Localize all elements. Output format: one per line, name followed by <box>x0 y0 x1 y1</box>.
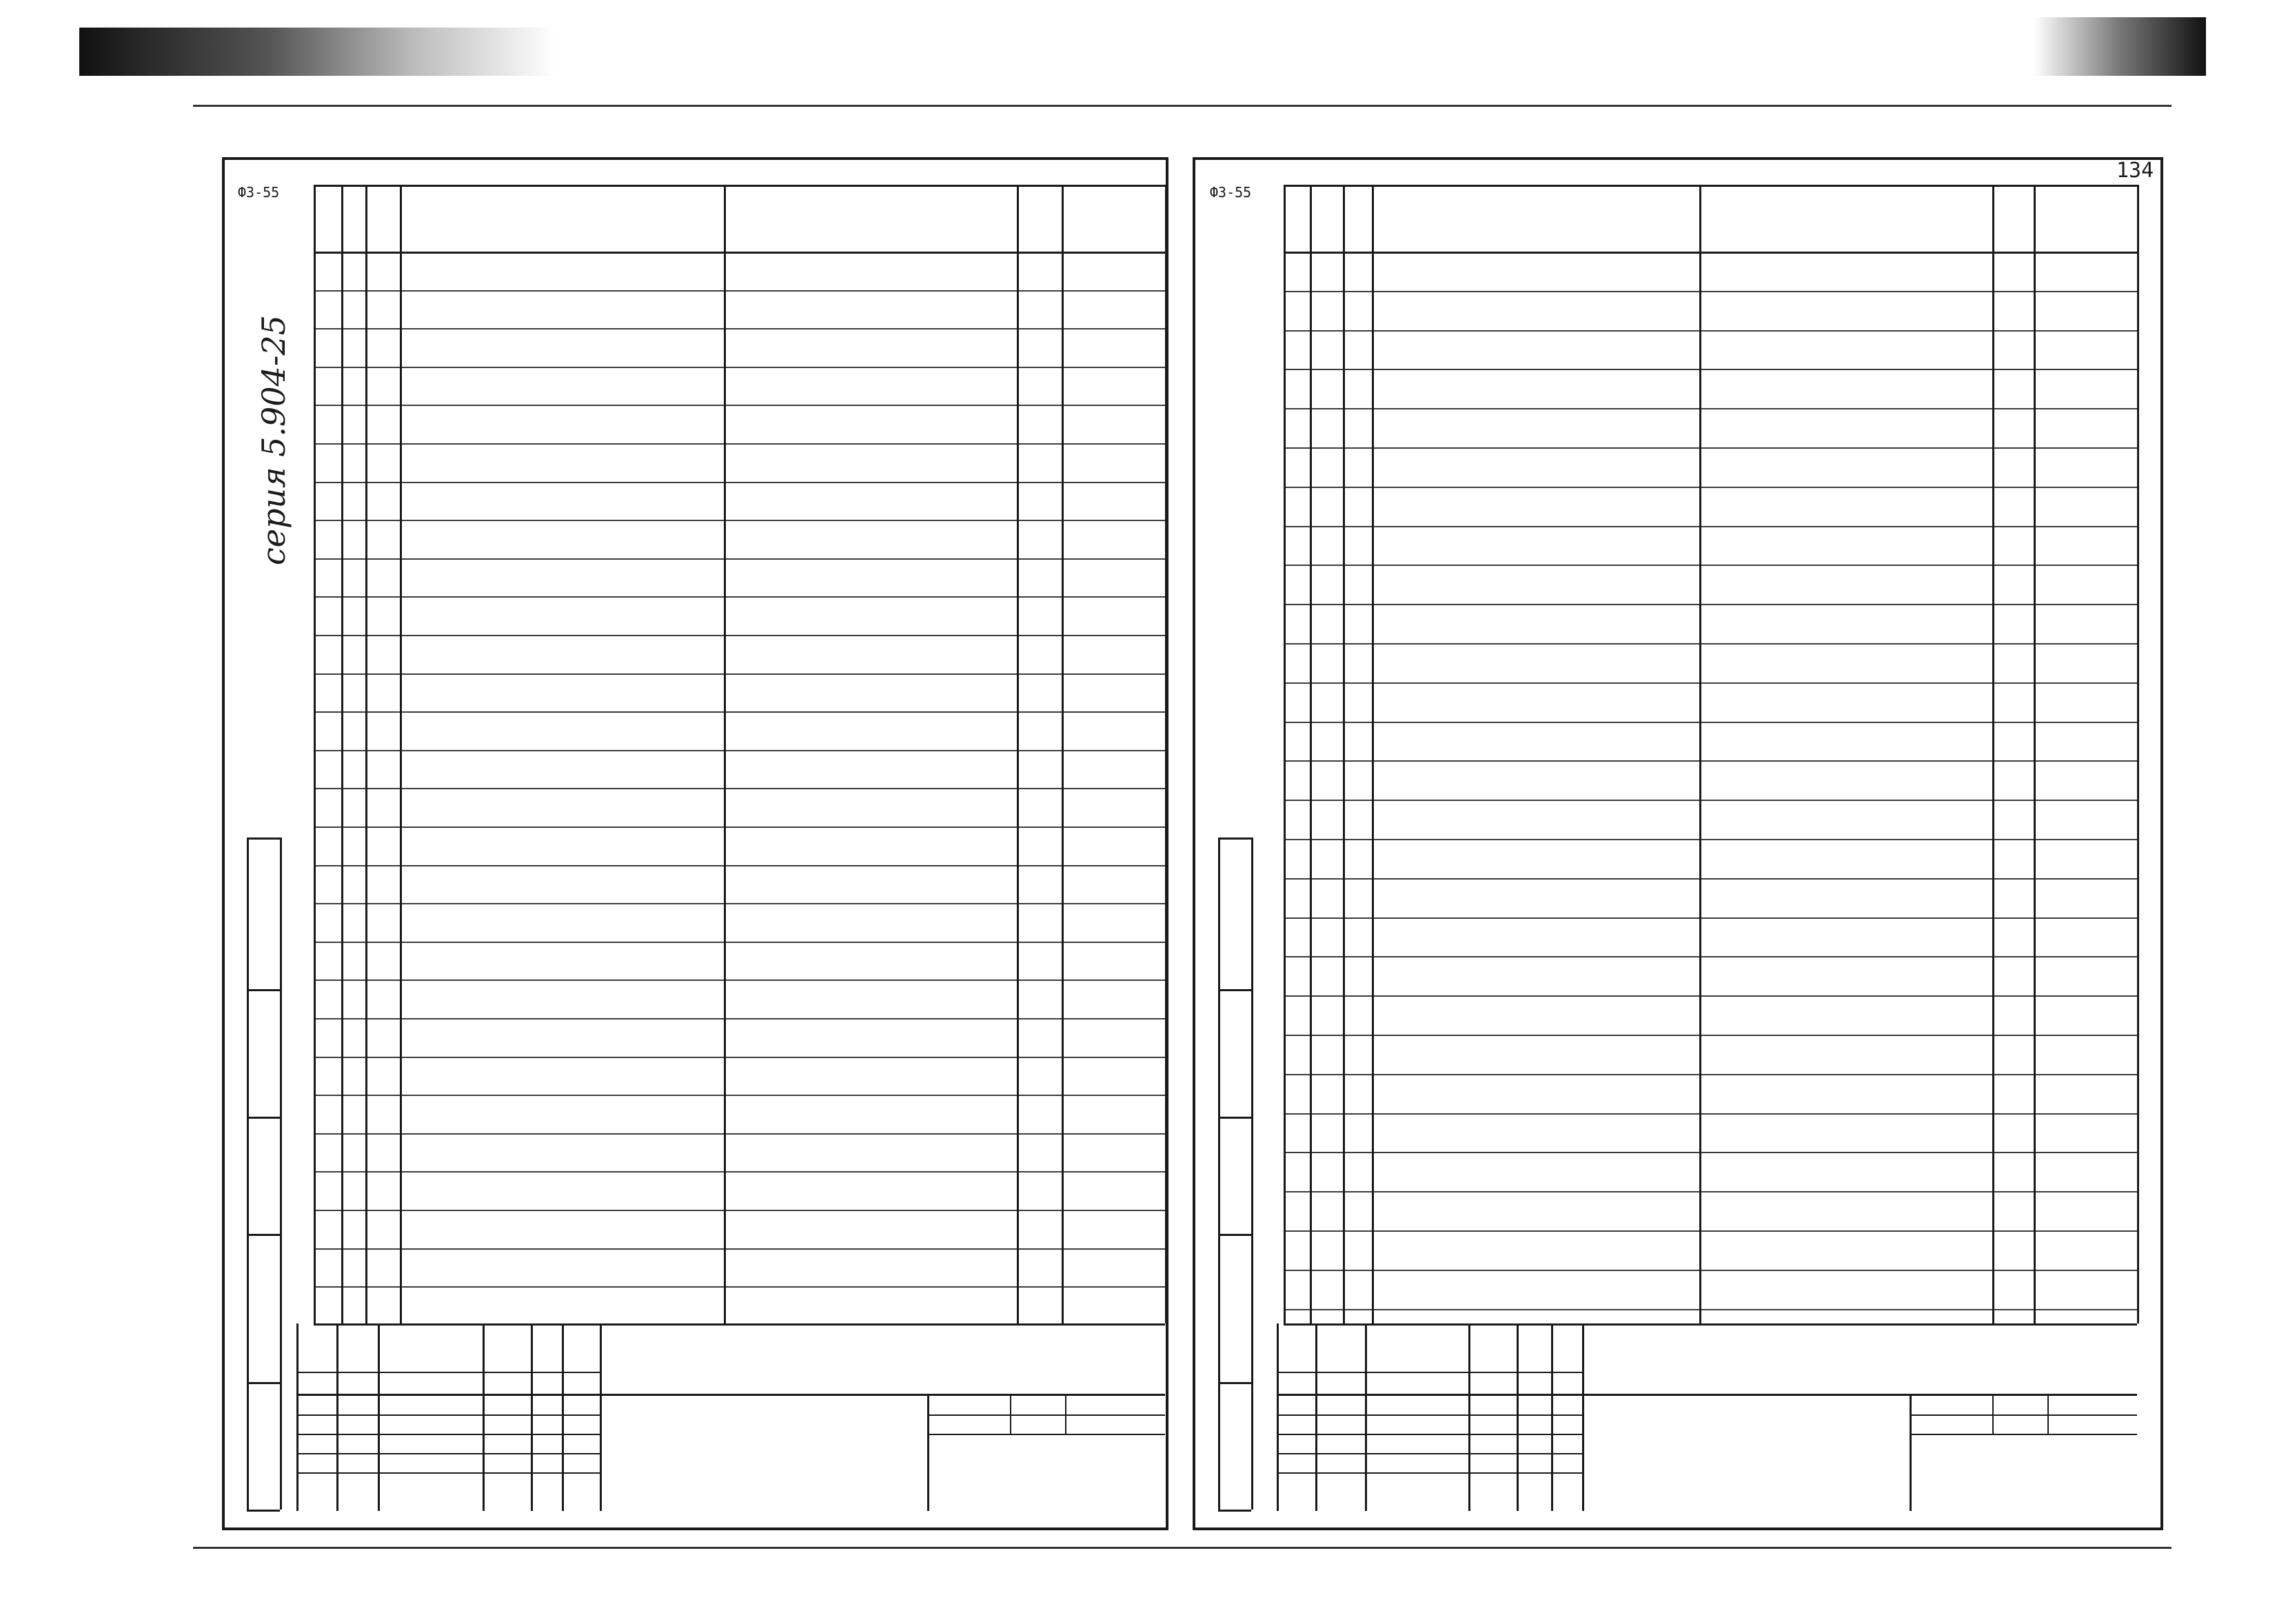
title-block-col <box>1277 1323 1279 1511</box>
table-bottom-rule <box>314 1323 1165 1326</box>
row-rule <box>314 1248 1165 1250</box>
column-rule <box>724 185 726 1323</box>
header-top-rule <box>1284 185 2137 187</box>
row-rule <box>1284 760 2137 762</box>
title-block-col <box>1315 1323 1317 1511</box>
row-rule <box>314 405 1165 406</box>
side-strip-divider <box>1218 1382 1251 1384</box>
column-rule <box>1062 185 1064 1323</box>
row-rule <box>314 826 1165 828</box>
title-block-col <box>296 1323 298 1511</box>
title-block-rule <box>296 1394 600 1396</box>
row-rule <box>1284 369 2137 370</box>
row-rule <box>314 367 1165 368</box>
row-rule <box>314 1133 1165 1135</box>
title-block-col <box>1910 1394 1912 1511</box>
side-strip-divider <box>247 1382 280 1384</box>
side-strip-divider <box>247 1510 280 1512</box>
column-rule <box>1017 185 1019 1323</box>
row-rule <box>1284 839 2137 840</box>
title-block-col <box>1065 1394 1066 1434</box>
row-rule <box>1284 291 2137 292</box>
row-rule <box>314 903 1165 904</box>
row-rule <box>1284 917 2137 919</box>
column-rule <box>365 185 367 1323</box>
title-block-col <box>1365 1323 1367 1511</box>
bottom-rule <box>193 1547 2171 1549</box>
title-block-rule <box>296 1434 600 1435</box>
row-rule <box>1284 526 2137 527</box>
title-block-rule <box>1277 1434 1582 1435</box>
title-block-col <box>1551 1323 1553 1511</box>
title-block-col <box>378 1323 380 1511</box>
title-block-col <box>1468 1323 1470 1511</box>
side-strip-rule <box>1251 838 1253 1510</box>
series-label: серия 5.904-25 <box>255 315 292 565</box>
row-rule <box>314 635 1165 636</box>
title-block-col <box>600 1323 602 1511</box>
row-rule <box>314 328 1165 329</box>
scan-edge-left <box>79 28 555 76</box>
row-rule <box>1284 722 2137 723</box>
side-strip-divider <box>1218 989 1251 991</box>
column-rule <box>2137 185 2139 1323</box>
row-rule <box>1284 1113 2137 1115</box>
side-strip-divider <box>1218 1234 1251 1236</box>
side-strip-divider <box>247 1234 280 1236</box>
row-rule <box>314 1095 1165 1096</box>
header-top-rule <box>314 185 1165 187</box>
title-block-rule <box>296 1453 600 1454</box>
row-rule <box>1284 1191 2137 1192</box>
row-rule <box>314 1171 1165 1173</box>
side-strip-rule <box>1218 838 1220 1510</box>
row-rule <box>314 443 1165 445</box>
title-block-rule <box>296 1414 600 1416</box>
row-rule <box>1284 956 2137 957</box>
row-rule <box>1284 878 2137 880</box>
title-block-col <box>927 1394 929 1511</box>
row-rule <box>314 1286 1165 1288</box>
table-bottom-rule <box>1284 1323 2137 1326</box>
row-rule <box>1284 1270 2137 1271</box>
side-strip-divider <box>1218 838 1251 840</box>
column-rule <box>341 185 343 1323</box>
row-rule <box>1284 330 2137 332</box>
header-bottom-rule <box>314 252 1165 254</box>
title-block-rule <box>1582 1394 2137 1396</box>
row-rule <box>1284 800 2137 801</box>
side-strip-divider <box>247 989 280 991</box>
right-form-code: Ф3-55 <box>1210 184 1252 201</box>
page-number: 134 <box>2116 159 2154 183</box>
row-rule <box>314 482 1165 483</box>
header-bottom-rule <box>1284 252 2137 254</box>
row-rule <box>314 673 1165 675</box>
side-strip-divider <box>1218 1510 1251 1512</box>
title-block-col <box>2047 1394 2049 1434</box>
row-rule <box>1284 995 2137 997</box>
side-strip-divider <box>247 838 280 840</box>
title-block-col <box>1010 1394 1011 1434</box>
row-rule <box>314 290 1165 292</box>
title-block-rule <box>1277 1414 1582 1416</box>
title-block-col <box>1992 1394 1994 1434</box>
title-block-rule <box>1277 1394 1582 1396</box>
title-block-rule <box>927 1414 1165 1416</box>
title-block-rule <box>1277 1372 1582 1373</box>
row-rule <box>314 750 1165 751</box>
side-strip-rule <box>247 838 249 1510</box>
row-rule <box>1284 1074 2137 1075</box>
side-strip-divider <box>1218 1117 1251 1119</box>
row-rule <box>1284 1035 2137 1036</box>
title-block-col <box>562 1323 564 1511</box>
row-rule <box>314 711 1165 713</box>
row-rule <box>1284 643 2137 644</box>
row-rule <box>314 980 1165 981</box>
row-rule <box>314 865 1165 866</box>
column-rule <box>314 185 316 1323</box>
title-block-col <box>483 1323 485 1511</box>
column-rule <box>400 185 402 1323</box>
left-form-code: Ф3-55 <box>238 184 280 201</box>
row-rule <box>314 788 1165 789</box>
row-rule <box>314 942 1165 943</box>
row-rule <box>314 596 1165 598</box>
row-rule <box>314 1057 1165 1058</box>
scan-edge-right <box>2034 17 2206 76</box>
row-rule <box>1284 487 2137 488</box>
row-rule <box>314 1210 1165 1211</box>
row-rule <box>314 520 1165 521</box>
title-block-col <box>336 1323 338 1511</box>
top-rule <box>193 105 2171 107</box>
row-rule <box>1284 447 2137 449</box>
title-block-col <box>531 1323 533 1511</box>
row-rule <box>314 558 1165 560</box>
row-rule <box>1284 1309 2137 1310</box>
side-strip-divider <box>247 1117 280 1119</box>
title-block-rule <box>927 1434 1165 1435</box>
title-block-rule <box>1910 1434 2137 1435</box>
row-rule <box>1284 682 2137 684</box>
title-block-col <box>1517 1323 1519 1511</box>
row-rule <box>1284 565 2137 566</box>
title-block-rule <box>1910 1414 2137 1416</box>
title-block-rule <box>1277 1453 1582 1454</box>
row-rule <box>314 1018 1165 1019</box>
row-rule <box>1284 1152 2137 1153</box>
row-rule <box>1284 604 2137 605</box>
title-block-col <box>1582 1323 1584 1511</box>
side-strip-rule <box>280 838 282 1510</box>
column-rule <box>1165 185 1167 1323</box>
row-rule <box>1284 1230 2137 1232</box>
title-block-rule <box>600 1394 1165 1396</box>
title-block-rule <box>1277 1472 1582 1474</box>
title-block-rule <box>296 1372 600 1373</box>
row-rule <box>1284 408 2137 409</box>
title-block-rule <box>296 1472 600 1474</box>
